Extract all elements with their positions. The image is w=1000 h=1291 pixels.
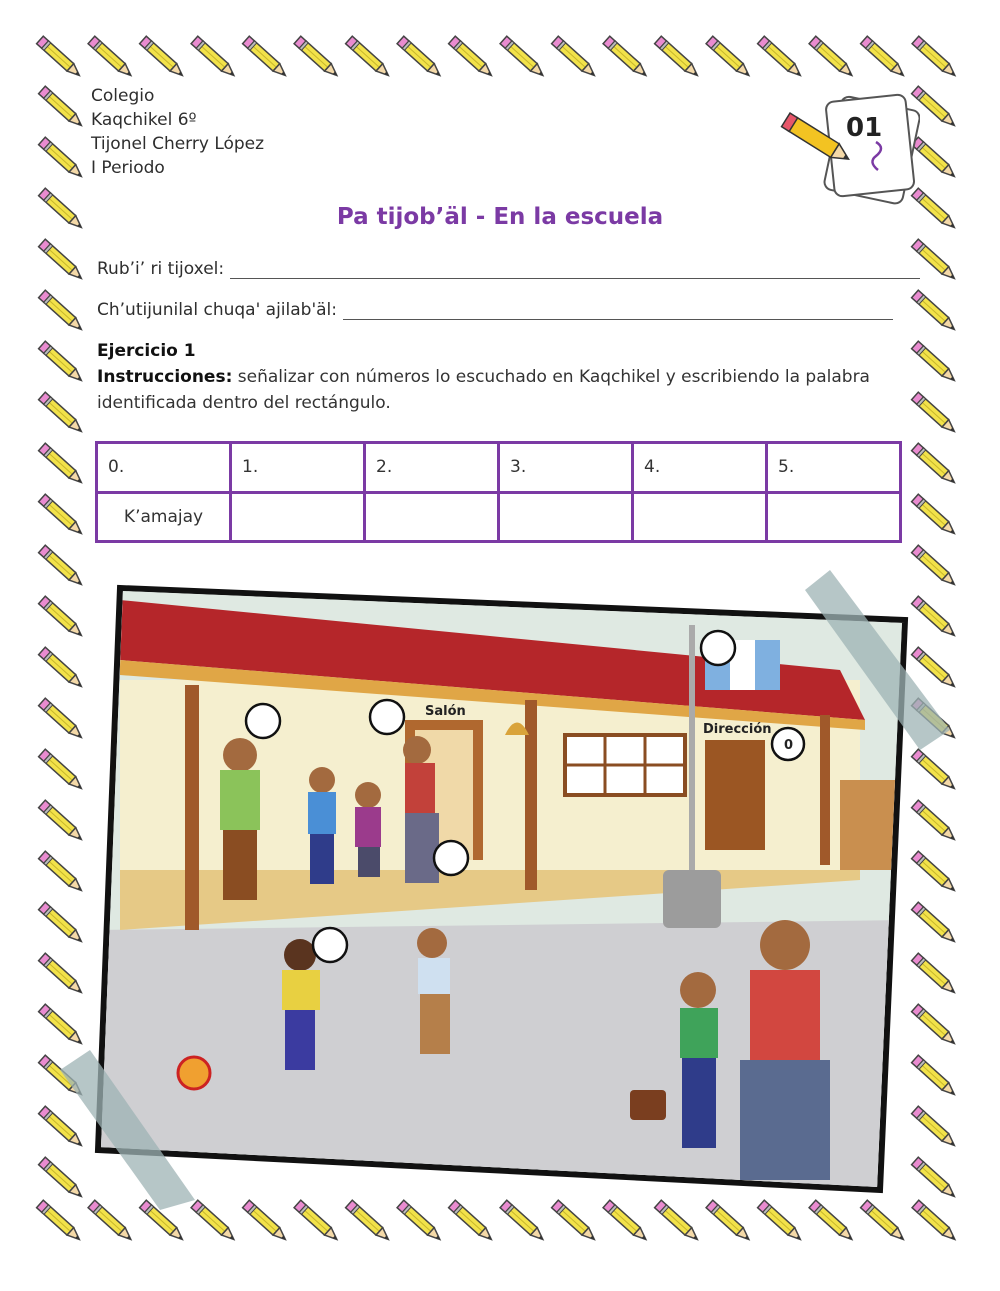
pencil-icon (39, 86, 85, 129)
pencil-icon (912, 443, 958, 486)
marker-circle-teacher[interactable] (246, 704, 280, 738)
pencil-icon (39, 494, 85, 537)
pencil-icon (912, 341, 958, 384)
pencil-icon (912, 392, 958, 435)
pencil-icon (861, 36, 907, 79)
worksheet-number-badge (780, 88, 920, 208)
exercise-block (97, 338, 887, 416)
pencil-icon (37, 36, 83, 79)
marker-circle-woman-teacher[interactable] (434, 841, 468, 875)
pencil-icon (912, 290, 958, 333)
pencil-icon (397, 36, 443, 79)
pencil-icon (191, 36, 237, 79)
marker-office-number: 0 (784, 738, 794, 753)
pencil-icon (449, 36, 495, 79)
date-line[interactable] (343, 301, 893, 320)
pencil-icon (912, 36, 958, 79)
marker-circle-flag[interactable] (701, 631, 735, 665)
pencil-icon (912, 494, 958, 537)
pencil-icon (140, 36, 186, 79)
marker-circle-boy[interactable] (313, 928, 347, 962)
classroom-label: Salón (425, 704, 466, 719)
pencil-icon (39, 341, 85, 384)
date-field (97, 300, 893, 320)
instructions-label: Instrucciones: (97, 367, 233, 387)
exercise-heading: Ejercicio 1 (97, 341, 196, 361)
teacher-name: Tijonel Cherry López (91, 134, 265, 154)
pencil-icon (88, 36, 134, 79)
student-name-label: Rub’i’ ri tijoxel: (97, 259, 225, 279)
student-name-field (97, 259, 920, 279)
school-name: Colegio (91, 86, 155, 106)
pencil-icon (655, 36, 701, 79)
answer-cell-3[interactable] (499, 492, 633, 542)
table-header-cell: 3. (499, 443, 633, 493)
instructions-text: señalizar con números lo escuchado en Kaqchikel y escribiendo la palabra identificada dentro del rectángulo. (97, 367, 870, 413)
pencil-icon (500, 36, 546, 79)
pencil-icon (39, 290, 85, 333)
table-header-cell: 0. (97, 443, 231, 493)
pencil-icon (39, 137, 85, 180)
badge-number: 01 (846, 113, 883, 143)
table-header-cell: 4. (633, 443, 767, 493)
date-label: Ch’utijunilal chuqa' ajilab'äl: (97, 300, 337, 320)
table-header-cell: 1. (231, 443, 365, 493)
pencil-icon (552, 36, 598, 79)
answer-cell-5[interactable] (767, 492, 901, 542)
header-info (91, 84, 264, 180)
student-name-line[interactable] (230, 260, 920, 279)
pencil-icon (243, 36, 289, 79)
answer-cell-4[interactable] (633, 492, 767, 542)
period-name: I Periodo (91, 158, 165, 178)
pencil-icon (758, 36, 804, 79)
pencil-icon (39, 239, 85, 282)
table-header-row (97, 443, 901, 493)
table-answer-row (97, 492, 901, 542)
answer-cell-1[interactable] (231, 492, 365, 542)
pencil-icon (294, 36, 340, 79)
answer-cell-0: K’amajay (97, 492, 231, 542)
office-label: Dirección (703, 722, 772, 737)
pencil-icon (809, 36, 855, 79)
marker-circle-classroom[interactable] (370, 700, 404, 734)
pencil-icon (603, 36, 649, 79)
pencil-icon (346, 36, 392, 79)
pencil-icon (39, 443, 85, 486)
exercise-instructions (97, 364, 887, 416)
answer-table (95, 441, 902, 543)
pencil-icon (706, 36, 752, 79)
course-name: Kaqchikel 6º (91, 110, 197, 130)
answer-cell-2[interactable] (365, 492, 499, 542)
pencil-icon (39, 392, 85, 435)
page-title: Pa tijob’äl - En la escuela (336, 204, 664, 230)
table-header-cell: 2. (365, 443, 499, 493)
school-scene-illustration (60, 570, 950, 1210)
table-header-cell: 5. (767, 443, 901, 493)
